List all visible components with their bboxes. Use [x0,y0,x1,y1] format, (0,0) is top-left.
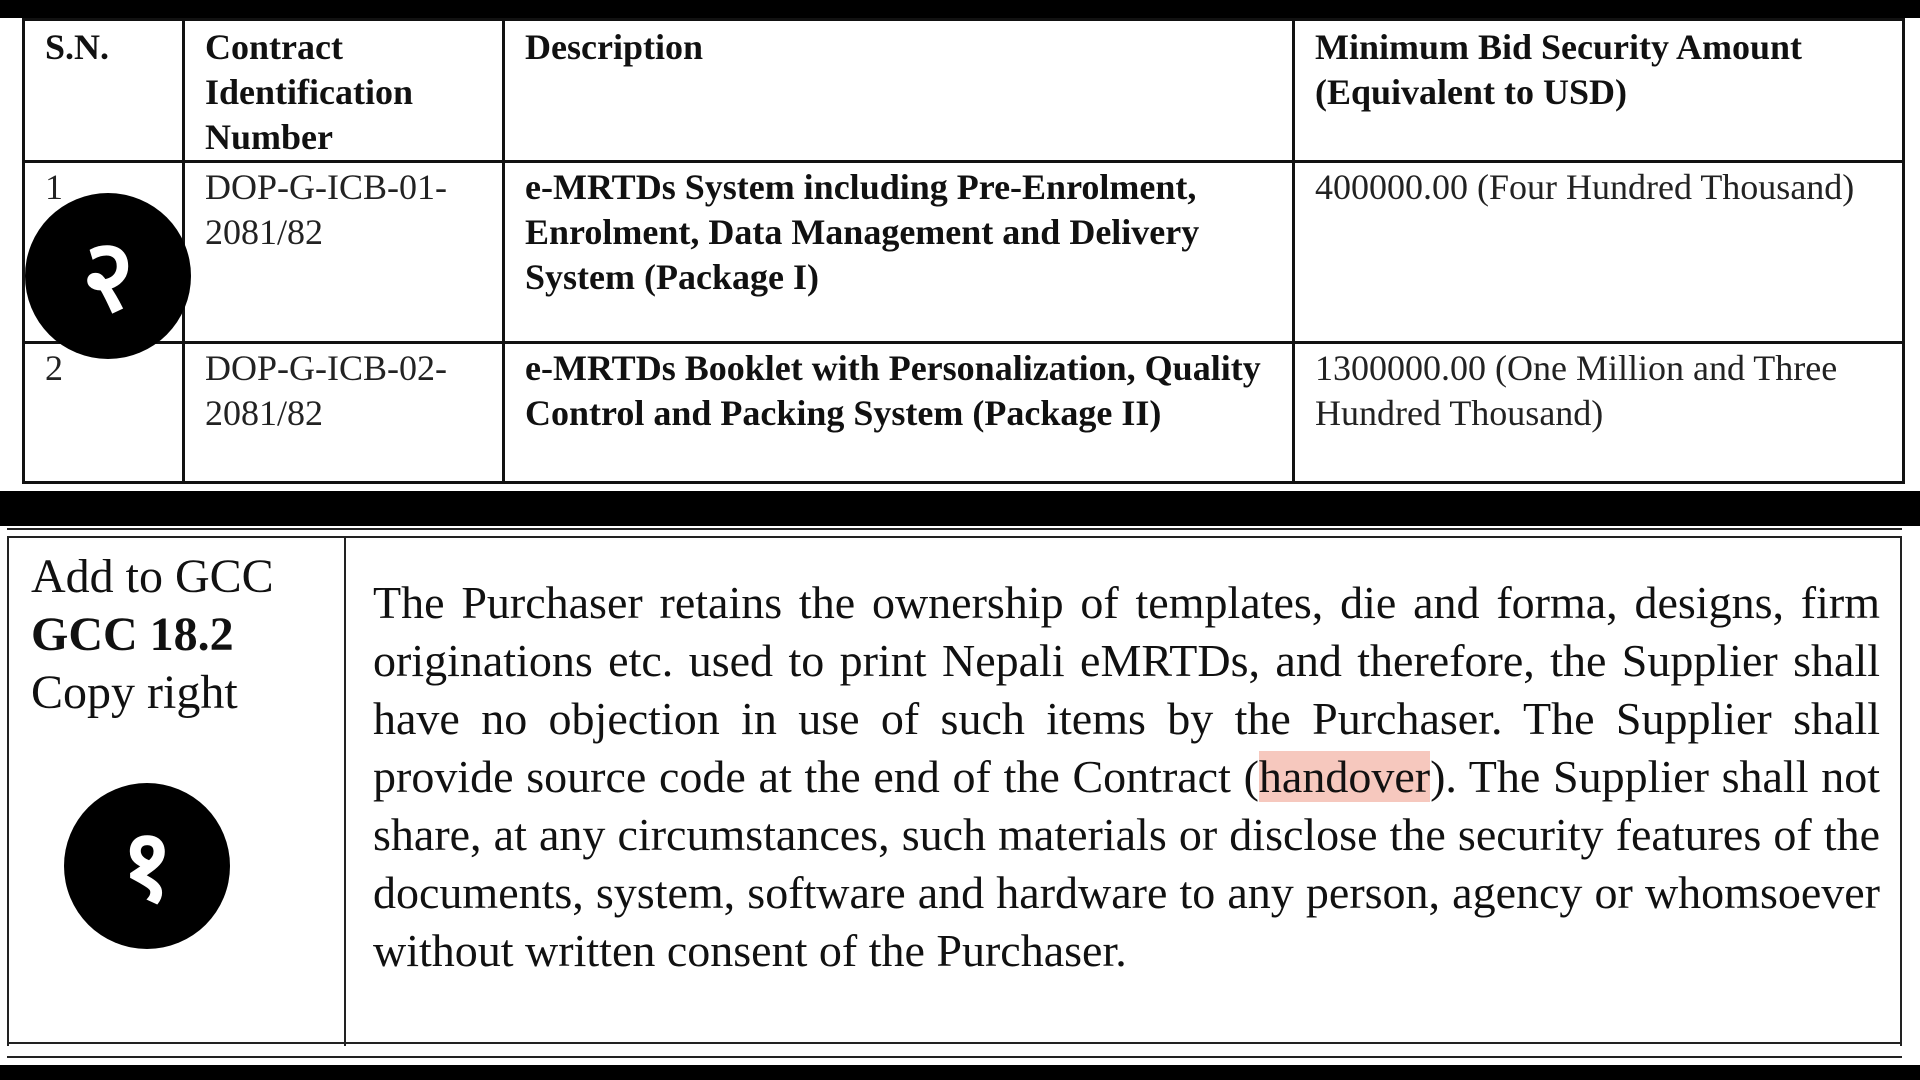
clause-text-after: ). The Supplier shall not share, at any circumstances, such materials or disclose the security features of the documents, system, software and hardware to any person, agency or whomsoever without written consent of the Purchaser. [373,751,1880,976]
cell-description: e-MRTDs Booklet with Personalization, Quality Control and Packing System (Package II) [504,343,1294,483]
number-marker-one [64,783,230,949]
clause-frame [7,528,1902,1058]
header-contract-id: Contract Identification Number [184,20,504,162]
marker-label: २ [82,217,134,334]
clause-body [346,536,1902,1046]
clause-add-to: Add to GCC [31,550,274,603]
cell-sn: 2 [24,343,184,483]
bid-security-table [22,18,1905,484]
marker-label: १ [121,807,173,924]
cell-amount: 1300000.00 (One Million and Three Hundred Thousand) [1294,343,1904,483]
table-header-row [24,20,1904,162]
cell-sn: 1 [24,162,184,343]
cell-contract-id: DOP-G-ICB-01-2081/82 [184,162,504,343]
table-row [24,162,1904,343]
copyright-clause-panel [0,526,1920,1065]
table-row [24,343,1904,483]
number-marker-two [25,193,191,359]
highlighted-word: handover [1258,751,1431,802]
clause-number: GCC 18.2 [31,608,234,661]
cell-description: e-MRTDs System including Pre-Enrolment, Enrolment, Data Management and Delivery System (Package I) [504,162,1294,343]
cell-amount: 400000.00 (Four Hundred Thousand) [1294,162,1904,343]
clause-text-before: The Purchaser retains the ownership of templates, die and forma, designs, firm originations etc. used to print Nepali eMRTDs, and therefore, the Supplier shall have no objection in use of such items by the Purchaser. The Supplier shall provide source code at the end of the Contract ( [373,577,1880,802]
bid-security-panel [0,18,1920,491]
clause-title: Copy right [31,666,238,719]
header-description: Description [504,20,1294,162]
header-sn: S.N. [24,20,184,162]
cell-contract-id: DOP-G-ICB-02-2081/82 [184,343,504,483]
header-amount: Minimum Bid Security Amount (Equivalent to USD) [1294,20,1904,162]
